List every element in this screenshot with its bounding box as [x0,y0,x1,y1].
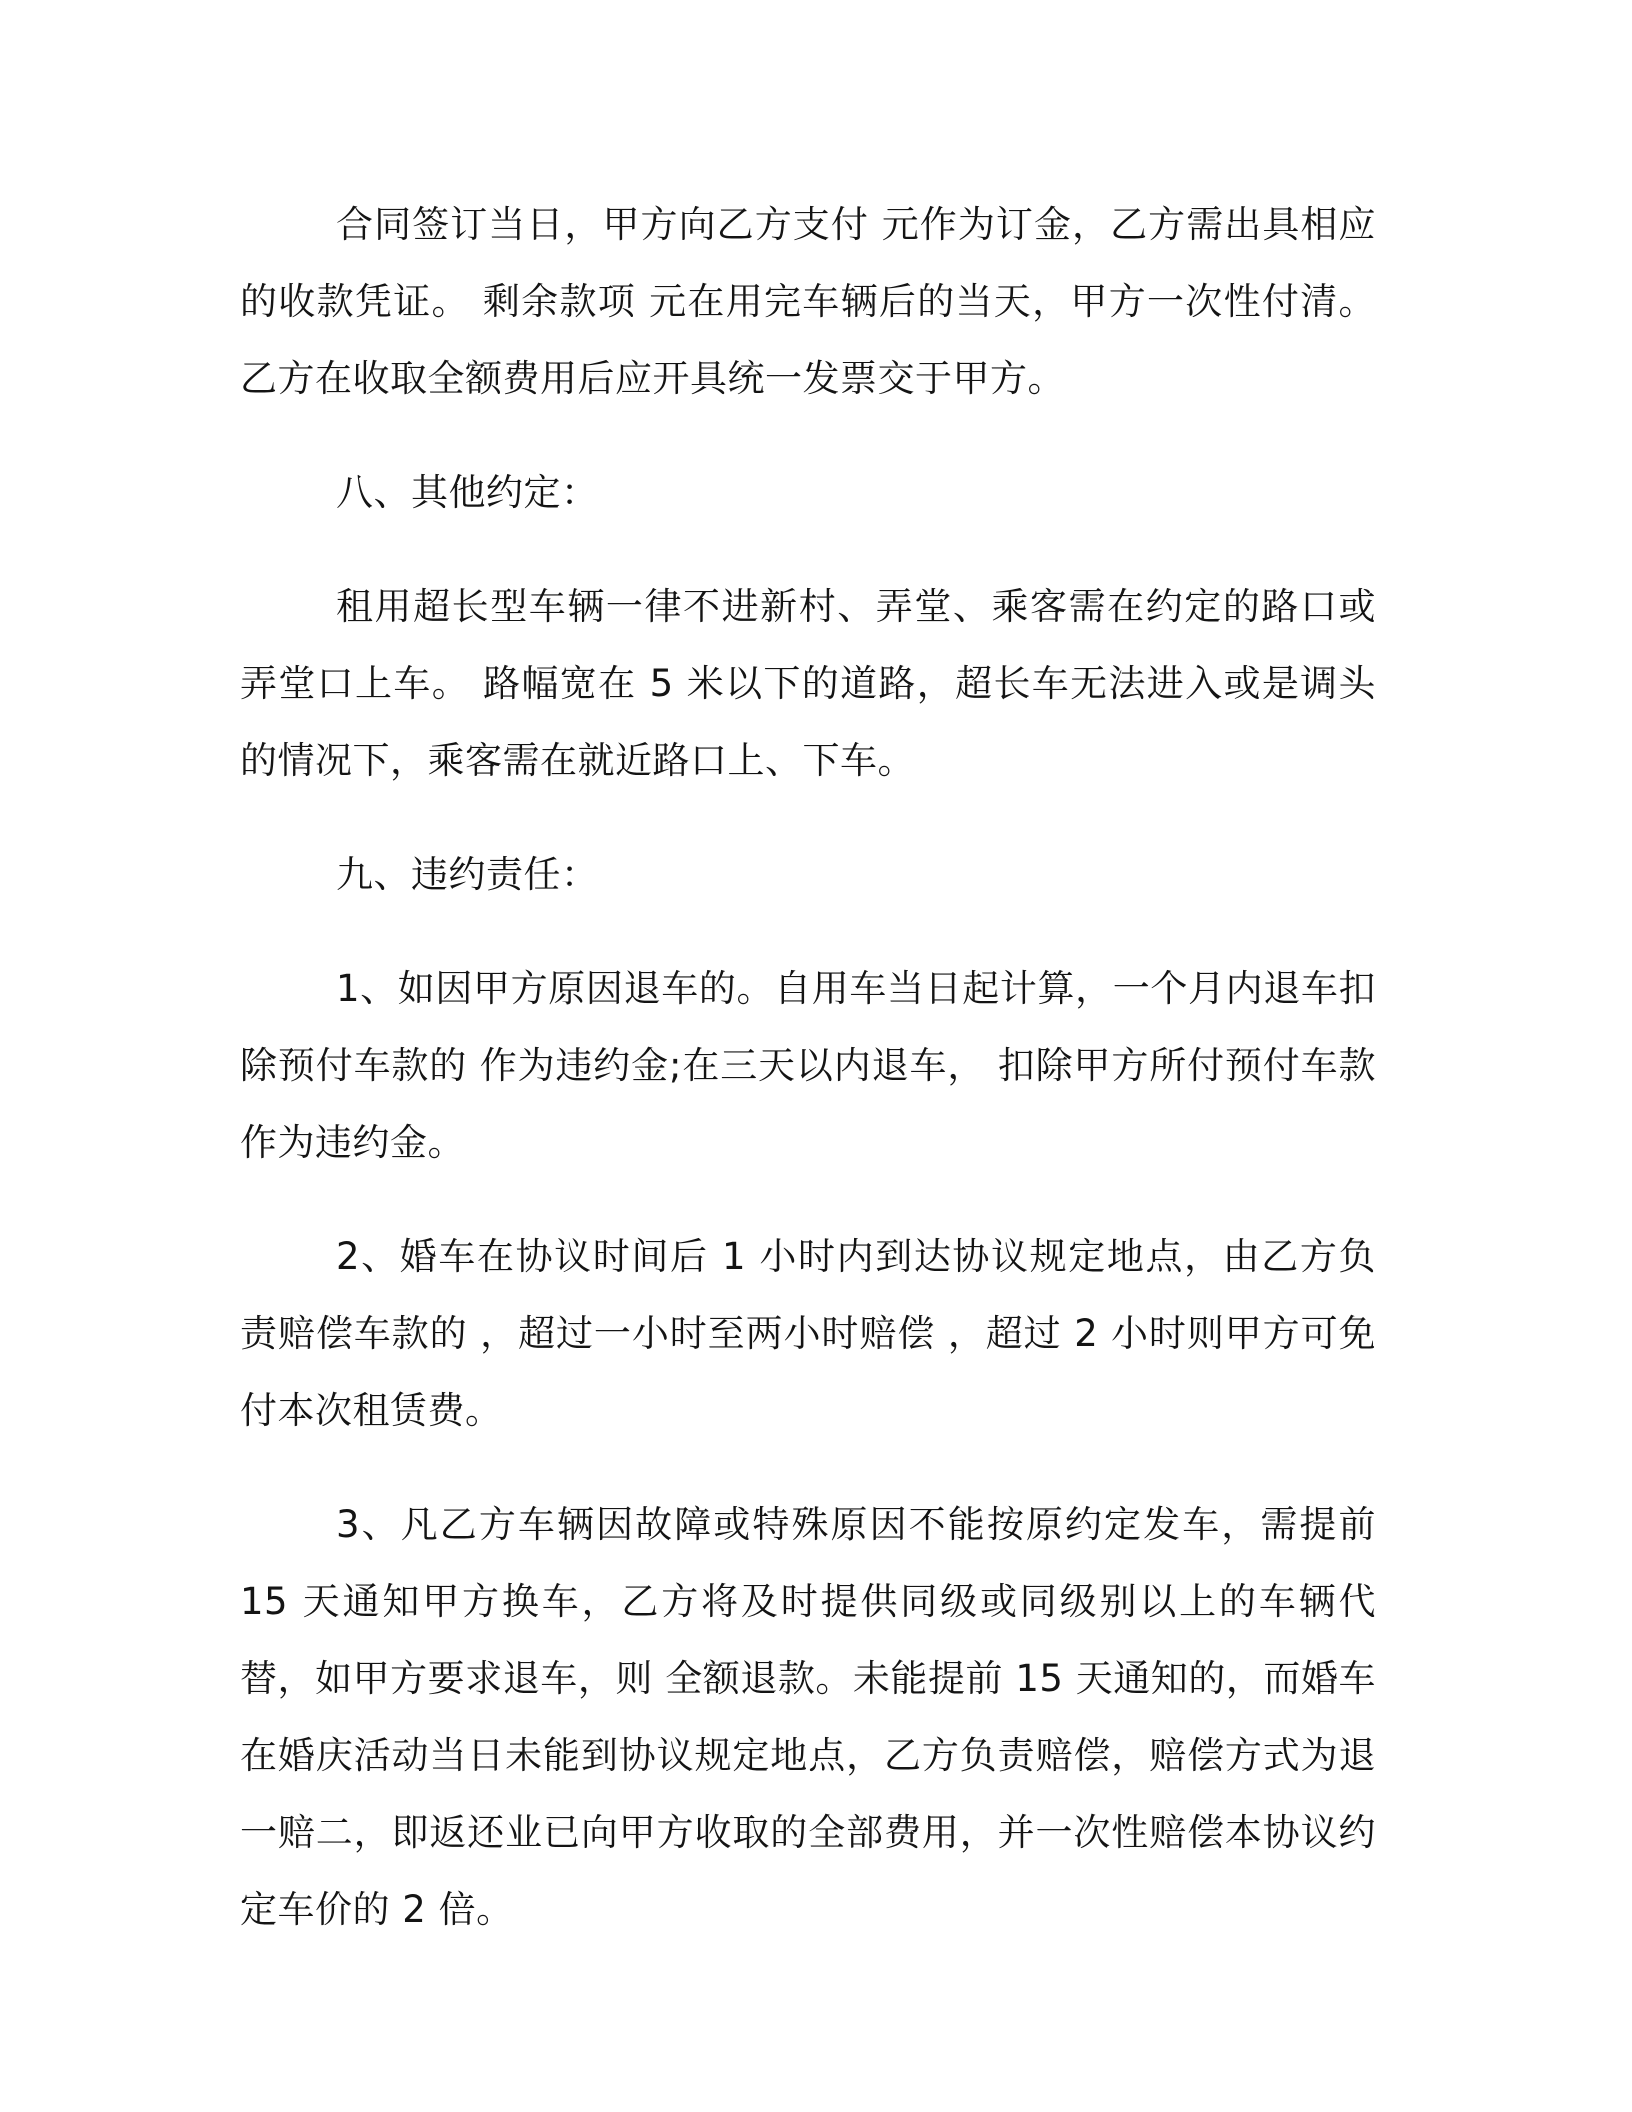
section-heading-other-agreements: 八、其他约定： [336,471,599,514]
payment-paragraph: 合同签订当日，甲方向乙方支付 元作为订金，乙方需出具相应的收款凭证。 剩余款项 元在用完车辆后的当天，甲方一次性付清。 乙方在收取全额费用后应开具统一发票交于甲方。 [240,203,1376,400]
clause-1-paragraph: 1、如因甲方原因退车的。自用车当日起计算，一个月内退车扣除预付车款的 作为违约金;在三天以内退车， 扣除甲方所付预付车款 作为违约金。 [240,967,1376,1164]
clause-2-paragraph: 2、婚车在协议时间后 1 小时内到达协议规定地点，由乙方负责赔偿车款的 ，超过一小时至两小时赔偿 ，超过 2 小时则甲方可免付本次租赁费。 [240,1235,1376,1432]
section-heading-breach-liability: 九、违约责任： [336,853,599,896]
clause-3-paragraph: 3、凡乙方车辆因故障或特殊原因不能按原约定发车，需提前 15 天通知甲方换车，乙方将及时提供同级或同级别以上的车辆代替，如甲方要求退车，则 全额退款。未能提前 15 天通知的，而婚车在婚庆活动当日未能到协议规定地点，乙方负责赔偿，赔偿方式为退一赔二，即返还业已向甲方收取的全部费用，并一次性赔偿本协议约定车价的 2 倍。 [240,1503,1376,1931]
document-body [240,186,1376,1985]
long-vehicle-paragraph: 租用超长型车辆一律不进新村、弄堂、乘客需在约定的路口或弄堂口上车。 路幅宽在 5 米以下的道路，超长车无法进入或是调头的情况下，乘客需在就近路口上、下车。 [240,585,1376,782]
